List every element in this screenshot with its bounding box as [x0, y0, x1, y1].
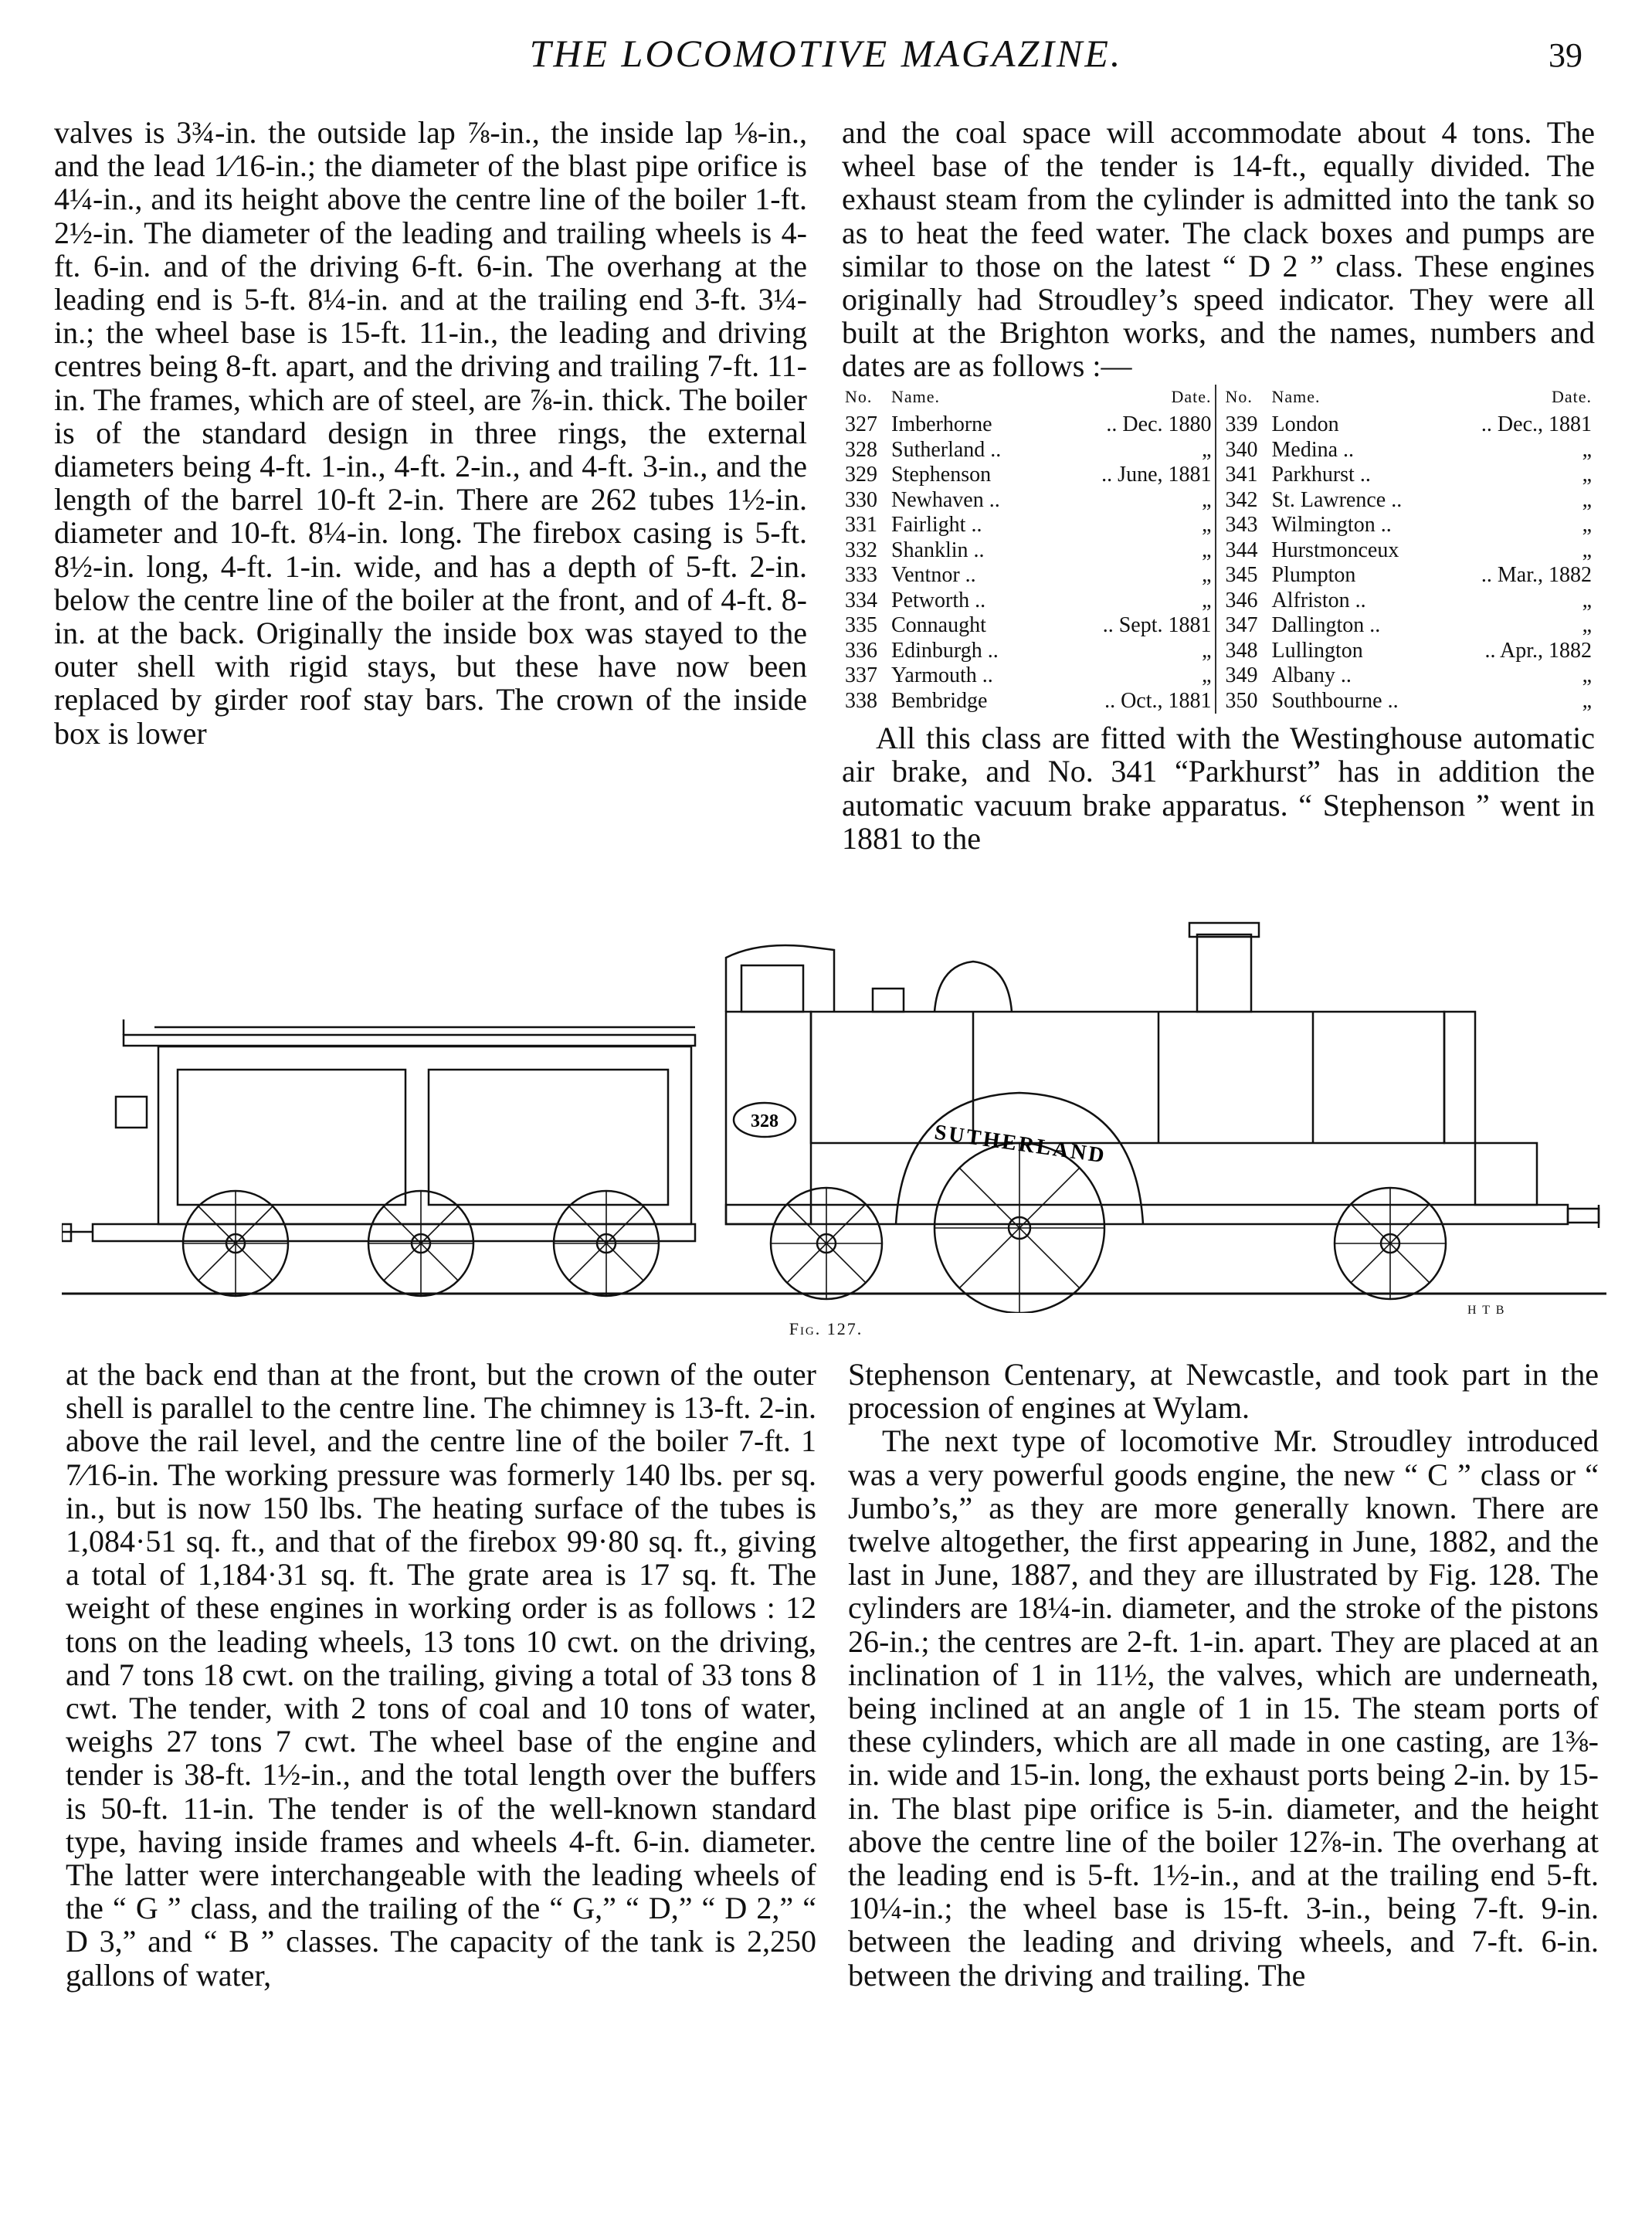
roster-no: 350 — [1225, 688, 1258, 713]
roster-date: .. Apr., 1882 — [1484, 638, 1592, 663]
roster-name: Alfriston .. — [1271, 588, 1366, 612]
roster-name: Yarmouth .. — [891, 663, 993, 688]
roster-name: London — [1271, 412, 1339, 437]
roster-no: 338 — [845, 688, 877, 713]
roster-name: Shanklin .. — [891, 538, 985, 562]
roster-name: Petworth .. — [891, 588, 986, 612]
roster-row — [1226, 488, 1593, 514]
roster-no: 348 — [1225, 638, 1258, 663]
roster-row — [845, 689, 1212, 714]
roster-date: .. Oct., 1881 — [1104, 688, 1212, 713]
roster-no: 330 — [845, 487, 877, 512]
roster-name: Newhaven .. — [891, 487, 1000, 512]
roster-name: Stephenson — [891, 463, 992, 487]
engine-name-lettering: SUTHERLAND — [932, 1120, 1108, 1169]
roster-date: „ — [1582, 538, 1592, 562]
roster-date: „ — [1582, 487, 1592, 512]
roster-row — [1226, 513, 1593, 538]
header-name: Name. — [1271, 386, 1321, 406]
roster-date: .. June, 1881 — [1101, 463, 1212, 487]
roster-row — [1226, 589, 1593, 614]
roster-date: „ — [1202, 563, 1212, 588]
roster-row — [845, 589, 1212, 614]
roster-row — [1226, 463, 1593, 488]
roster-no: 335 — [845, 613, 877, 638]
roster-no: 349 — [1225, 663, 1258, 688]
roster-date: „ — [1202, 513, 1212, 538]
roster-date: „ — [1582, 688, 1592, 713]
roster-date: .. Sept. 1881 — [1102, 613, 1212, 638]
top-left-column — [54, 116, 807, 750]
roster-no: 340 — [1225, 437, 1258, 462]
top-right-column — [842, 116, 1595, 855]
roster-row — [845, 513, 1212, 538]
roster-date: „ — [1202, 663, 1212, 688]
roster-no: 329 — [845, 463, 877, 487]
roster-name: Lullington — [1271, 638, 1363, 663]
roster-left-half — [842, 385, 1215, 714]
roster-row — [845, 639, 1212, 664]
roster-row — [845, 538, 1212, 564]
bottom-right-column — [848, 1358, 1599, 1992]
roster-no: 331 — [845, 513, 877, 538]
engine-number-plate: 328 — [751, 1111, 779, 1131]
paragraph: All this class are fitted with the Westinghouse automatic air brake, and No. 341 “Parkhurst” has in addition the automatic vacuum brake apparatus. “ Stephenson ” went in 1881 to the — [842, 721, 1595, 856]
roster-date: „ — [1202, 487, 1212, 512]
header-date: Date. — [1551, 386, 1592, 406]
roster-date: „ — [1582, 463, 1592, 487]
roster-header — [1226, 385, 1593, 410]
engine-roster-table — [842, 385, 1595, 714]
roster-no: 337 — [845, 663, 877, 688]
paragraph: The next type of locomotive Mr. Stroudley introduced was a very powerful goods engine, the new “ C ” class or “ Jumbo’s,” as they are more generally known. There are twelve altogether, the first appearing in June, 1882, and the last in June, 1887, and they are illustrated by Fig. 128. The cylinders are 18¼-in. diameter, and the stroke of the pistons 26-in.; the centres are 2-ft. 1-in. apart. They are placed at an inclination of 1 in 11½, the valves, which are underneath, being inclined at an angle of 1 in 15. The steam ports of these cylinders, which are all made in one casting, are 1⅜-in. wide and 15-in. long, the exhaust ports being 2-in. by 15-in. The blast pipe orifice is 5-in. diameter, and the height above the centre line of the boiler 12⅞-in. The overhang at the leading end is 5-ft. 1½-in., and at the trailing end 5-ft. 10¼-in.; the wheel base is 15-ft. 3-in., being 7-ft. 9-in. between the leading and driving wheels, and 7-ft. 6-in. between the driving and trailing. The — [848, 1423, 1599, 1993]
bottom-left-column — [66, 1358, 816, 1992]
roster-row — [1226, 412, 1593, 438]
roster-name: Fairlight .. — [891, 513, 982, 538]
roster-no: 333 — [845, 563, 877, 588]
roster-date: .. Dec., 1881 — [1481, 412, 1592, 437]
roster-row — [1226, 538, 1593, 564]
roster-name: Parkhurst .. — [1271, 463, 1371, 487]
header-date: Date. — [1171, 386, 1212, 406]
roster-name: Sutherland .. — [891, 437, 1002, 462]
roster-name: Imberhorne — [891, 412, 992, 437]
roster-name: Hurstmonceux — [1271, 538, 1399, 562]
roster-no: 341 — [1225, 463, 1258, 487]
roster-date: „ — [1202, 638, 1212, 663]
roster-no: 343 — [1225, 513, 1258, 538]
paragraph: and the coal space will accommodate about 4 tons. The wheel base of the tender is 14-ft., equally divided. The exhaust steam from the cylinder is admitted into the tank so as to heat the feed water. The clack boxes and pumps are similar to those on the latest “ D 2 ” class. These engines originally had Stroudley’s speed indicator. They were all built at the Brighton works, and the names, numbers and dates are as follows :— — [842, 115, 1595, 384]
header-no: No. — [1225, 386, 1253, 406]
paragraph: valves is 3¾-in. the outside lap ⅞-in., the inside lap ⅛-in., and the lead 1⁄16-in.; the diameter of the blast pipe orifice is 4¼-in., and its height above the centre line of the boiler 1-ft. 2½-in. The diameter of the leading and trailing wheels is 4-ft. 6-in. and of the driving 6-ft. 6-in. The overhang at the leading end is 5-ft. 8¼-in. and at the trailing end 3-ft. 3¼-in.; the wheel base is 15-ft. 11-in., the leading and driving centres being 8-ft. apart, and the driving and trailing 7-ft. 11-in. The frames, which are of steel, are ⅞-in. thick. The boiler is of the standard design in three rings, the external diameters being 4-ft. 1-in., 4-ft. 2-in., and 4-ft. 3-in., and the length of the barrel 10-ft 2-in. There are 262 tubes 1½-in. diameter and 10-ft. 8¼-in. long. The firebox casing is 5-ft. 8½-in. long, 4-ft. 1-in. wide, and has a depth of 5-ft. 2-in. below the centre line of the boiler at the front, and of 4-ft. 8-in. at the back. Originally the inside box was stayed to the outer shell with rigid stays, but these have now been replaced by girder roof stay bars. The crown of the inside box is lower — [54, 115, 807, 751]
roster-row — [845, 463, 1212, 488]
roster-date: „ — [1582, 513, 1592, 538]
locomotive-illustration — [62, 911, 1606, 1313]
roster-name: Wilmington .. — [1271, 513, 1392, 538]
roster-date: „ — [1582, 588, 1592, 612]
roster-name: Bembridge — [891, 688, 988, 713]
roster-date: .. Dec. 1880 — [1106, 412, 1212, 437]
roster-row — [1226, 689, 1593, 714]
roster-row — [1226, 563, 1593, 589]
engraver-initials: H T B — [1467, 1304, 1506, 1317]
roster-date: „ — [1202, 588, 1212, 612]
roster-no: 347 — [1225, 613, 1258, 638]
roster-row — [845, 663, 1212, 689]
roster-no: 345 — [1225, 563, 1258, 588]
roster-date: „ — [1202, 538, 1212, 562]
roster-row — [845, 488, 1212, 514]
header-name: Name. — [891, 386, 941, 406]
roster-date: „ — [1582, 437, 1592, 462]
roster-name: Medina .. — [1271, 437, 1355, 462]
roster-date: „ — [1582, 663, 1592, 688]
roster-no: 328 — [845, 437, 877, 462]
figure-caption: Fig. 127. — [789, 1319, 863, 1338]
roster-name: Albany .. — [1271, 663, 1352, 688]
roster-header — [845, 385, 1212, 410]
roster-row — [845, 563, 1212, 589]
roster-name: Connaught — [891, 613, 986, 638]
roster-no: 336 — [845, 638, 877, 663]
roster-no: 342 — [1225, 487, 1258, 512]
roster-name: Edinburgh .. — [891, 638, 999, 663]
roster-row — [845, 412, 1212, 438]
journal-title: THE LOCOMOTIVE MAGAZINE. — [529, 32, 1123, 75]
roster-date: „ — [1202, 437, 1212, 462]
roster-row — [845, 438, 1212, 463]
roster-row — [845, 613, 1212, 639]
paragraph: at the back end than at the front, but the crown of the outer shell is parallel to the centre line. The chimney is 13-ft. 2-in. above the rail level, and the centre line of the boiler 7-ft. 1 7⁄16-in. The working pressure was formerly 140 lbs. per sq. in., but is now 150 lbs. The heating surface of the tubes is 1,084·51 sq. ft., and that of the firebox 99·80 sq. ft., giving a total of 1,184·31 sq. ft. The grate area is 17 sq. ft. The weight of these engines in working order is as follows : 12 tons on the leading wheels, 13 tons 10 cwt. on the driving, and 7 tons 18 cwt. on the trailing, giving a total of 33 tons 8 cwt. The tender, with 2 tons of coal and 10 tons of water, weighs 27 tons 7 cwt. The wheel base of the engine and tender is 38-ft. 1½-in., and the total length over the buffers is 50-ft. 11-in. The tender is of the well-known standard type, having inside frames and wheels 4-ft. 6-in. diameter. The latter were interchangeable with the leading wheels of the “ G ” class, and the trailing of the “ G,” “ D,” “ D 2,” “ D 3,” and “ B ” classes. The capacity of the tank is 2,250 gallons of water, — [66, 1357, 816, 1993]
page-header — [0, 31, 1652, 93]
header-no: No. — [845, 386, 873, 406]
roster-row — [1226, 613, 1593, 639]
roster-no: 327 — [845, 412, 877, 437]
roster-name: Ventnor .. — [891, 563, 976, 588]
roster-name: Dallington .. — [1271, 613, 1381, 638]
roster-no: 339 — [1225, 412, 1258, 437]
roster-right-half — [1215, 385, 1596, 714]
roster-no: 344 — [1225, 538, 1258, 562]
roster-no: 346 — [1225, 588, 1258, 612]
roster-name: Southbourne .. — [1271, 688, 1399, 713]
paragraph: Stephenson Centenary, at Newcastle, and took part in the procession of engines at Wylam. — [848, 1357, 1599, 1426]
roster-name: St. Lawrence .. — [1271, 487, 1403, 512]
roster-row — [1226, 438, 1593, 463]
roster-no: 332 — [845, 538, 877, 562]
roster-no: 334 — [845, 588, 877, 612]
roster-row — [1226, 663, 1593, 689]
page-number: 39 — [1549, 36, 1582, 74]
roster-date: .. Mar., 1882 — [1481, 563, 1592, 588]
roster-name: Plumpton — [1271, 563, 1356, 588]
roster-date: „ — [1582, 613, 1592, 638]
roster-row — [1226, 639, 1593, 664]
